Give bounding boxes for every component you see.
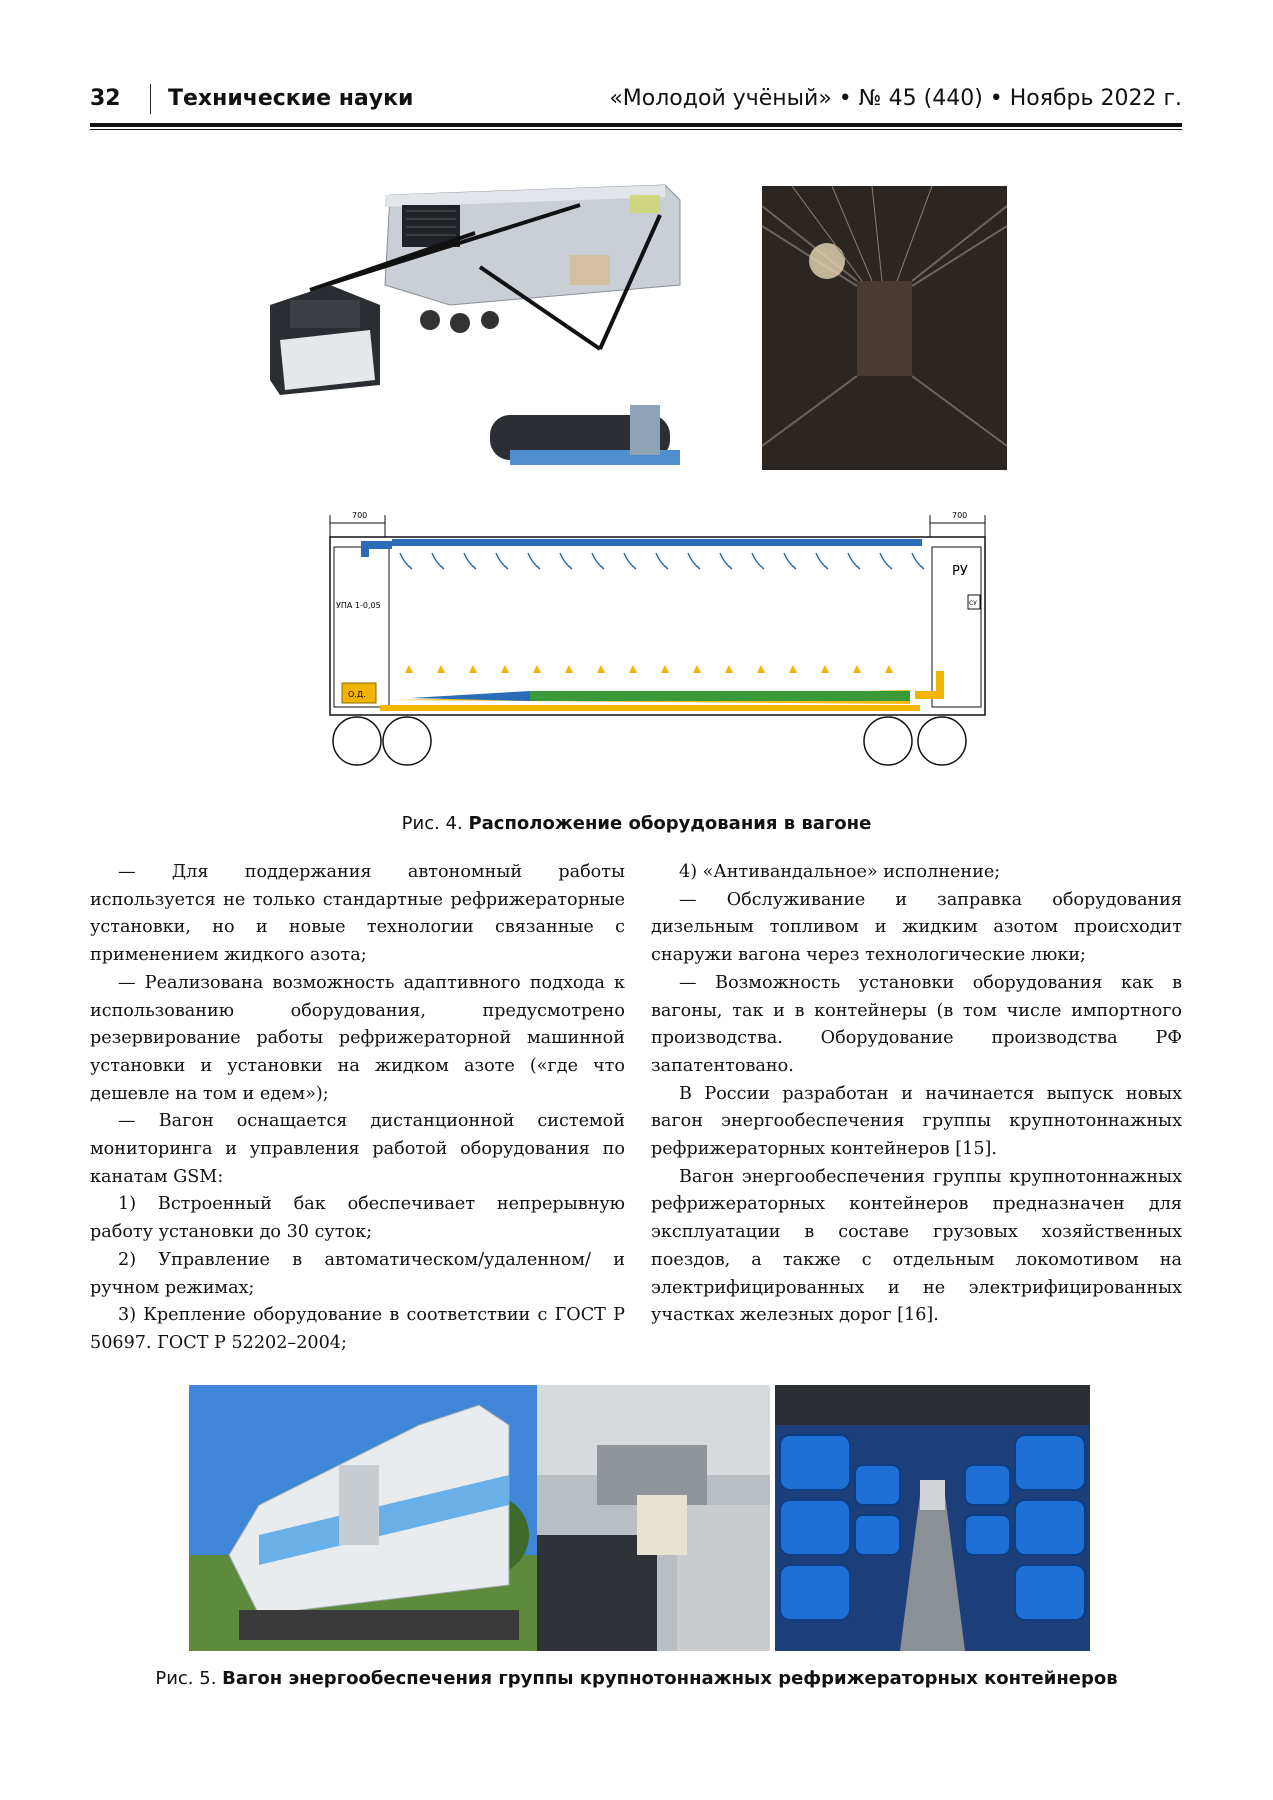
list-item: 2) Управление в автоматическом/удаленном/ и ручном режимах;: [90, 1249, 625, 1298]
section-title: Технические науки: [168, 86, 414, 111]
container-interior-photo: [762, 186, 1007, 470]
header-rule-thin: [90, 129, 1182, 130]
header-separator: [150, 84, 151, 114]
dimension-right: 700: [952, 511, 968, 520]
paragraph: — Возможность установки оборудования как в вагоны, так и в контейнеры (в том числе импортного производства. Оборудование производства РФ запатентовано.: [651, 972, 1182, 1076]
label-ru: РУ: [952, 564, 968, 579]
right-column: [651, 859, 1182, 1330]
figure4-caption-prefix: Рис. 4.: [401, 813, 463, 834]
wagon-3d-render: [270, 175, 700, 475]
left-column: [90, 859, 625, 1358]
journal-info: «Молодой учёный» • № 45 (440) • Ноябрь 2022 г.: [609, 86, 1182, 111]
water-tanks-corridor-photo: [775, 1385, 1090, 1651]
figure4-caption: [0, 813, 1273, 834]
page-number: 32: [90, 86, 121, 111]
label-od: О.Д.: [348, 690, 366, 699]
paragraph: — Обслуживание и заправка оборудования дизельным топливом и жидким азотом происходит снаружи вагона через технологические люки;: [651, 889, 1182, 966]
label-upa: УПА 1-0,05: [336, 601, 381, 610]
figure4-caption-title: Расположение оборудования в вагоне: [468, 813, 872, 834]
paragraph: — Для поддержания автономный работы используется не только стандартные рефрижераторные установки, но и новые технологии связанные с применением жидкого азота;: [90, 862, 625, 966]
wagon-exterior-photo: [189, 1385, 537, 1651]
paragraph: В России разработан и начинается выпуск новых вагон энергообеспечения группы крупнотоннажных рефрижераторных контейнеров [15].: [651, 1083, 1182, 1160]
header-rule: [90, 123, 1182, 127]
dimension-left: 700: [352, 511, 368, 520]
paragraph: — Вагон оснащается дистанционной системой мониторинга и управления работой оборудования по канатам GSM:: [90, 1111, 625, 1187]
figure5-caption-prefix: Рис. 5.: [155, 1668, 217, 1689]
figure5-caption-title: Вагон энергообеспечения группы крупнотоннажных рефрижераторных контейнеров: [222, 1668, 1118, 1689]
wagon-scheme-diagram: [320, 505, 995, 775]
paragraph: — Реализована возможность адаптивного подхода к использованию оборудования, предусмотрено резервирование работы рефрижераторной машинной установки и установки на жидком азоте («где что дешевле на том и едем»);: [90, 972, 625, 1104]
wagon-interior-photo: [537, 1385, 770, 1651]
figure5-caption: [0, 1668, 1273, 1689]
list-item: 1) Встроенный бак обеспечивает непрерывную работу установки до 30 суток;: [90, 1194, 625, 1243]
running-header: [90, 86, 1182, 120]
list-item: 4) «Антивандальное» исполнение;: [679, 862, 1001, 882]
list-item: 3) Крепление оборудование в соответствии с ГОСТ Р 50697. ГОСТ Р 52202–2004;: [90, 1305, 625, 1353]
label-su: СУ: [969, 600, 977, 607]
paragraph: Вагон энергообеспечения группы крупнотоннажных рефрижераторных контейнеров предназначен для эксплуатации в составе грузовых хозяйственных поездов, а также с отдельным локомотивом на электрифицированных и не электрифицированных участках железных дорог [16].: [651, 1166, 1182, 1326]
